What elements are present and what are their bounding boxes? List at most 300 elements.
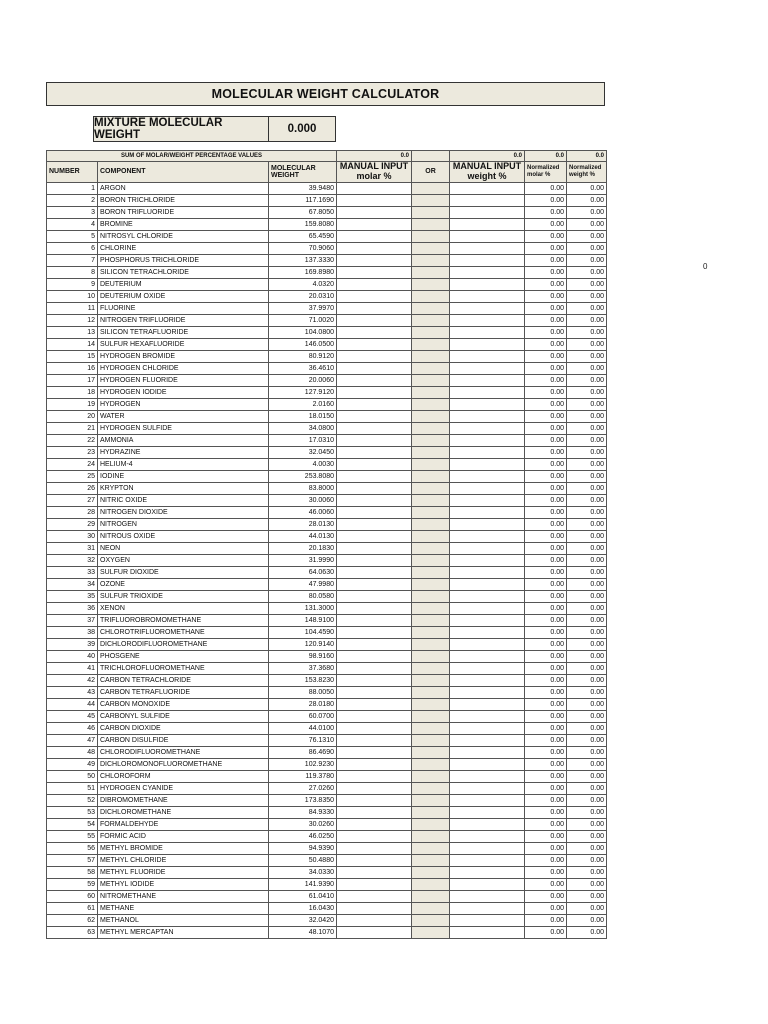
normalized-weight: 0.00 — [567, 650, 607, 662]
normalized-molar: 0.00 — [525, 314, 567, 326]
normalized-molar: 0.00 — [525, 602, 567, 614]
manual-weight-input[interactable] — [450, 470, 525, 482]
molecular-weight: 44.0100 — [269, 722, 337, 734]
manual-weight-input[interactable] — [450, 926, 525, 938]
component-name: SILICON TETRACHLORIDE — [98, 266, 269, 278]
normalized-molar: 0.00 — [525, 278, 567, 290]
component-table — [46, 150, 607, 939]
manual-weight-input[interactable] — [450, 842, 525, 854]
molecular-weight: 131.3000 — [269, 602, 337, 614]
manual-weight-input[interactable] — [450, 830, 525, 842]
manual-weight-input[interactable] — [450, 518, 525, 530]
manual-molar-input[interactable] — [337, 806, 412, 818]
table-row — [47, 326, 607, 338]
manual-weight-input[interactable] — [450, 290, 525, 302]
normalized-weight: 0.00 — [567, 410, 607, 422]
row-number: 16 — [47, 362, 98, 374]
table-row — [47, 410, 607, 422]
row-number: 20 — [47, 410, 98, 422]
or-spacer — [412, 782, 450, 794]
table-row — [47, 686, 607, 698]
row-number: 43 — [47, 686, 98, 698]
manual-molar-input[interactable] — [337, 650, 412, 662]
normalized-weight: 0.00 — [567, 398, 607, 410]
row-number: 33 — [47, 566, 98, 578]
manual-weight-input[interactable] — [450, 182, 525, 194]
manual-molar-input[interactable] — [337, 770, 412, 782]
row-number: 11 — [47, 302, 98, 314]
molecular-weight: 37.3680 — [269, 662, 337, 674]
normalized-weight: 0.00 — [567, 734, 607, 746]
manual-molar-input[interactable] — [337, 830, 412, 842]
manual-weight-input[interactable] — [450, 866, 525, 878]
manual-molar-input[interactable] — [337, 710, 412, 722]
normalized-weight: 0.00 — [567, 746, 607, 758]
manual-weight-input[interactable] — [450, 686, 525, 698]
molecular-weight: 146.0500 — [269, 338, 337, 350]
manual-weight-input[interactable] — [450, 734, 525, 746]
table-row — [47, 290, 607, 302]
manual-weight-input[interactable] — [450, 410, 525, 422]
manual-weight-input[interactable] — [450, 482, 525, 494]
component-name: HYDROGEN IODIDE — [98, 386, 269, 398]
manual-weight-input[interactable] — [450, 326, 525, 338]
manual-weight-input[interactable] — [450, 446, 525, 458]
component-name: OXYGEN — [98, 554, 269, 566]
normalized-molar: 0.00 — [525, 182, 567, 194]
molecular-weight: 17.0310 — [269, 434, 337, 446]
manual-weight-input[interactable] — [450, 422, 525, 434]
table-row — [47, 494, 607, 506]
molecular-weight: 39.9480 — [269, 182, 337, 194]
manual-molar-input[interactable] — [337, 278, 412, 290]
manual-molar-input[interactable] — [337, 518, 412, 530]
manual-molar-input[interactable] — [337, 194, 412, 206]
manual-weight-input[interactable] — [450, 314, 525, 326]
table-row — [47, 566, 607, 578]
manual-weight-input[interactable] — [450, 782, 525, 794]
molecular-weight: 27.0260 — [269, 782, 337, 794]
molecular-weight: 117.1690 — [269, 194, 337, 206]
component-name: NITROSYL CHLORIDE — [98, 230, 269, 242]
row-number: 42 — [47, 674, 98, 686]
row-number: 60 — [47, 890, 98, 902]
normalized-weight: 0.00 — [567, 878, 607, 890]
component-name: SULFUR DIOXIDE — [98, 566, 269, 578]
molecular-weight: 48.1070 — [269, 926, 337, 938]
normalized-weight: 0.00 — [567, 794, 607, 806]
norm-weight-sum: 0.0 — [567, 151, 607, 162]
component-name: CARBON TETRAFLUORIDE — [98, 686, 269, 698]
manual-molar-input[interactable] — [337, 374, 412, 386]
manual-molar-input[interactable] — [337, 542, 412, 554]
manual-weight-input[interactable] — [450, 506, 525, 518]
manual-molar-input[interactable] — [337, 530, 412, 542]
component-name: CARBON TETRACHLORIDE — [98, 674, 269, 686]
manual-weight-input[interactable] — [450, 602, 525, 614]
manual-weight-input[interactable] — [450, 818, 525, 830]
table-row — [47, 506, 607, 518]
manual-molar-input[interactable] — [337, 782, 412, 794]
or-spacer — [412, 602, 450, 614]
row-number: 55 — [47, 830, 98, 842]
manual-weight-input[interactable] — [450, 674, 525, 686]
manual-molar-input[interactable] — [337, 842, 412, 854]
or-spacer — [412, 182, 450, 194]
manual-weight-input[interactable] — [450, 242, 525, 254]
normalized-molar: 0.00 — [525, 830, 567, 842]
row-number: 59 — [47, 878, 98, 890]
normalized-molar: 0.00 — [525, 578, 567, 590]
manual-molar-input[interactable] — [337, 338, 412, 350]
header-component: COMPONENT — [98, 162, 269, 183]
normalized-molar: 0.00 — [525, 350, 567, 362]
manual-molar-input[interactable] — [337, 746, 412, 758]
manual-weight-input[interactable] — [450, 542, 525, 554]
normalized-weight: 0.00 — [567, 506, 607, 518]
manual-molar-input[interactable] — [337, 614, 412, 626]
manual-weight-input[interactable] — [450, 530, 525, 542]
header-molecular-weight — [269, 162, 337, 183]
row-number: 12 — [47, 314, 98, 326]
manual-weight-input[interactable] — [450, 794, 525, 806]
norm-molar-sum: 0.0 — [525, 151, 567, 162]
or-spacer — [412, 458, 450, 470]
or-spacer — [412, 758, 450, 770]
manual-weight-input[interactable] — [450, 302, 525, 314]
molecular-weight: 34.0800 — [269, 422, 337, 434]
manual-molar-input[interactable] — [337, 326, 412, 338]
manual-weight-input[interactable] — [450, 386, 525, 398]
component-name: DIBROMOMETHANE — [98, 794, 269, 806]
manual-weight-input[interactable] — [450, 362, 525, 374]
table-row — [47, 314, 607, 326]
manual-weight-input[interactable] — [450, 650, 525, 662]
table-row — [47, 650, 607, 662]
manual-weight-input[interactable] — [450, 554, 525, 566]
molecular-weight: 119.3780 — [269, 770, 337, 782]
manual-weight-input[interactable] — [450, 710, 525, 722]
manual-molar-input[interactable] — [337, 446, 412, 458]
or-spacer — [412, 494, 450, 506]
manual-molar-input[interactable] — [337, 302, 412, 314]
row-number: 31 — [47, 542, 98, 554]
component-name: HYDRAZINE — [98, 446, 269, 458]
component-name: METHYL IODIDE — [98, 878, 269, 890]
manual-weight-input[interactable] — [450, 590, 525, 602]
component-name: CHLOROTRIFLUOROMETHANE — [98, 626, 269, 638]
manual-weight-input[interactable] — [450, 458, 525, 470]
component-name: CARBON MONOXIDE — [98, 698, 269, 710]
manual-molar-input[interactable] — [337, 410, 412, 422]
normalized-molar: 0.00 — [525, 422, 567, 434]
table-row — [47, 194, 607, 206]
table-row — [47, 626, 607, 638]
manual-molar-input[interactable] — [337, 866, 412, 878]
component-name: TRICHLOROFLUOROMETHANE — [98, 662, 269, 674]
normalized-molar: 0.00 — [525, 338, 567, 350]
normalized-molar: 0.00 — [525, 494, 567, 506]
normalized-molar: 0.00 — [525, 290, 567, 302]
manual-molar-input[interactable] — [337, 926, 412, 938]
manual-molar-input[interactable] — [337, 914, 412, 926]
manual-weight-input[interactable] — [450, 722, 525, 734]
manual-molar-input[interactable] — [337, 470, 412, 482]
manual-weight-input[interactable] — [450, 806, 525, 818]
manual-molar-input[interactable] — [337, 638, 412, 650]
manual-molar-input[interactable] — [337, 314, 412, 326]
normalized-molar: 0.00 — [525, 254, 567, 266]
normalized-molar: 0.00 — [525, 794, 567, 806]
molecular-weight: 30.0260 — [269, 818, 337, 830]
normalized-molar: 0.00 — [525, 518, 567, 530]
mixture-mw-label: MIXTURE MOLECULAR WEIGHT — [94, 117, 269, 141]
or-spacer — [412, 830, 450, 842]
normalized-molar: 0.00 — [525, 230, 567, 242]
manual-molar-input[interactable] — [337, 566, 412, 578]
manual-molar-input[interactable] — [337, 758, 412, 770]
normalized-molar: 0.00 — [525, 446, 567, 458]
manual-molar-input[interactable] — [337, 362, 412, 374]
header-or: OR — [412, 162, 450, 183]
normalized-weight: 0.00 — [567, 350, 607, 362]
manual-molar-input[interactable] — [337, 386, 412, 398]
manual-molar-input[interactable] — [337, 674, 412, 686]
manual-molar-input[interactable] — [337, 458, 412, 470]
molecular-weight: 4.0320 — [269, 278, 337, 290]
normalized-molar: 0.00 — [525, 902, 567, 914]
or-spacer — [412, 710, 450, 722]
table-row — [47, 446, 607, 458]
manual-molar-input[interactable] — [337, 734, 412, 746]
manual-weight-input[interactable] — [450, 374, 525, 386]
normalized-weight: 0.00 — [567, 818, 607, 830]
manual-weight-input[interactable] — [450, 230, 525, 242]
table-row — [47, 578, 607, 590]
manual-weight-input[interactable] — [450, 338, 525, 350]
component-name: ARGON — [98, 182, 269, 194]
manual-weight-input[interactable] — [450, 878, 525, 890]
molecular-weight: 47.9980 — [269, 578, 337, 590]
normalized-weight: 0.00 — [567, 926, 607, 938]
manual-weight-input[interactable] — [450, 578, 525, 590]
manual-molar-input[interactable] — [337, 350, 412, 362]
normalized-molar: 0.00 — [525, 722, 567, 734]
or-spacer — [412, 506, 450, 518]
row-number: 56 — [47, 842, 98, 854]
normalized-weight: 0.00 — [567, 446, 607, 458]
or-spacer — [412, 902, 450, 914]
component-name: METHANE — [98, 902, 269, 914]
table-row — [47, 746, 607, 758]
normalized-weight: 0.00 — [567, 434, 607, 446]
manual-weight-input[interactable] — [450, 206, 525, 218]
molecular-weight: 34.0330 — [269, 866, 337, 878]
molecular-weight: 60.0700 — [269, 710, 337, 722]
sum-label: SUM OF MOLAR/WEIGHT PERCENTAGE VALUES — [47, 151, 337, 162]
manual-weight-input[interactable] — [450, 698, 525, 710]
normalized-molar: 0.00 — [525, 758, 567, 770]
component-name: BROMINE — [98, 218, 269, 230]
table-row — [47, 734, 607, 746]
component-name: HYDROGEN CYANIDE — [98, 782, 269, 794]
normalized-molar: 0.00 — [525, 362, 567, 374]
normalized-weight: 0.00 — [567, 254, 607, 266]
molecular-weight: 84.9330 — [269, 806, 337, 818]
or-spacer — [412, 698, 450, 710]
manual-molar-input[interactable] — [337, 686, 412, 698]
manual-molar-input[interactable] — [337, 494, 412, 506]
normalized-weight: 0.00 — [567, 326, 607, 338]
component-name: CHLORINE — [98, 242, 269, 254]
or-spacer — [412, 326, 450, 338]
manual-molar-input[interactable] — [337, 902, 412, 914]
row-number: 32 — [47, 554, 98, 566]
manual-weight-input[interactable] — [450, 914, 525, 926]
manual-molar-input[interactable] — [337, 434, 412, 446]
normalized-molar: 0.00 — [525, 542, 567, 554]
normalized-molar: 0.00 — [525, 782, 567, 794]
manual-weight-input[interactable] — [450, 254, 525, 266]
manual-weight-input[interactable] — [450, 902, 525, 914]
molecular-weight: 20.1830 — [269, 542, 337, 554]
normalized-weight: 0.00 — [567, 374, 607, 386]
molecular-weight: 76.1310 — [269, 734, 337, 746]
table-row — [47, 434, 607, 446]
or-spacer — [412, 818, 450, 830]
row-number: 25 — [47, 470, 98, 482]
manual-weight-input[interactable] — [450, 890, 525, 902]
manual-molar-input[interactable] — [337, 878, 412, 890]
component-name: BORON TRICHLORIDE — [98, 194, 269, 206]
manual-molar-input[interactable] — [337, 626, 412, 638]
molecular-weight: 86.4690 — [269, 746, 337, 758]
manual-molar-input[interactable] — [337, 254, 412, 266]
row-number: 41 — [47, 662, 98, 674]
molecular-weight: 148.9100 — [269, 614, 337, 626]
normalized-molar: 0.00 — [525, 566, 567, 578]
or-spacer — [412, 518, 450, 530]
normalized-molar: 0.00 — [525, 710, 567, 722]
normalized-weight: 0.00 — [567, 230, 607, 242]
normalized-molar: 0.00 — [525, 890, 567, 902]
table-row — [47, 302, 607, 314]
manual-molar-input[interactable] — [337, 554, 412, 566]
normalized-molar: 0.00 — [525, 266, 567, 278]
component-name: NITROGEN DIOXIDE — [98, 506, 269, 518]
manual-weight-input[interactable] — [450, 494, 525, 506]
molecular-weight: 173.8350 — [269, 794, 337, 806]
table-row — [47, 518, 607, 530]
or-spacer — [412, 842, 450, 854]
row-number: 23 — [47, 446, 98, 458]
manual-molar-input[interactable] — [337, 698, 412, 710]
normalized-weight: 0.00 — [567, 902, 607, 914]
manual-molar-input[interactable] — [337, 890, 412, 902]
manual-weight-input[interactable] — [450, 398, 525, 410]
manual-molar-input[interactable] — [337, 818, 412, 830]
table-row — [47, 206, 607, 218]
manual-molar-input[interactable] — [337, 722, 412, 734]
manual-weight-input[interactable] — [450, 218, 525, 230]
table-row — [47, 698, 607, 710]
manual-weight-input[interactable] — [450, 266, 525, 278]
manual-molar-input[interactable] — [337, 662, 412, 674]
manual-molar-input[interactable] — [337, 290, 412, 302]
manual-weight-input[interactable] — [450, 770, 525, 782]
manual-weight-input[interactable] — [450, 350, 525, 362]
manual-weight-input[interactable] — [450, 434, 525, 446]
manual-molar-input[interactable] — [337, 398, 412, 410]
molecular-weight: 67.8050 — [269, 206, 337, 218]
or-spacer — [412, 290, 450, 302]
row-number: 30 — [47, 530, 98, 542]
or-spacer — [412, 734, 450, 746]
manual-molar-input[interactable] — [337, 230, 412, 242]
component-name: CARBONYL SULFIDE — [98, 710, 269, 722]
manual-molar-input[interactable] — [337, 854, 412, 866]
component-name: CARBON DISULFIDE — [98, 734, 269, 746]
mixture-molecular-weight-box — [93, 116, 336, 142]
manual-molar-input[interactable] — [337, 218, 412, 230]
component-name: OZONE — [98, 578, 269, 590]
manual-weight-input[interactable] — [450, 758, 525, 770]
row-number: 35 — [47, 590, 98, 602]
normalized-weight: 0.00 — [567, 518, 607, 530]
manual-weight-input[interactable] — [450, 194, 525, 206]
manual-molar-input[interactable] — [337, 506, 412, 518]
component-name: BORON TRIFLUORIDE — [98, 206, 269, 218]
manual-molar-input[interactable] — [337, 206, 412, 218]
molecular-weight: 16.0430 — [269, 902, 337, 914]
or-spacer — [412, 266, 450, 278]
manual-molar-input[interactable] — [337, 590, 412, 602]
manual-molar-input[interactable] — [337, 266, 412, 278]
manual-molar-input[interactable] — [337, 182, 412, 194]
table-row — [47, 338, 607, 350]
normalized-weight: 0.00 — [567, 554, 607, 566]
manual-weight-input[interactable] — [450, 278, 525, 290]
manual-weight-input[interactable] — [450, 638, 525, 650]
manual-weight-input[interactable] — [450, 662, 525, 674]
row-number: 48 — [47, 746, 98, 758]
manual-molar-input[interactable] — [337, 794, 412, 806]
manual-molar-input[interactable] — [337, 578, 412, 590]
manual-weight-input[interactable] — [450, 854, 525, 866]
manual-molar-input[interactable] — [337, 422, 412, 434]
or-spacer — [412, 890, 450, 902]
table-row — [47, 818, 607, 830]
manual-weight-input[interactable] — [450, 746, 525, 758]
normalized-molar: 0.00 — [525, 302, 567, 314]
normalized-weight: 0.00 — [567, 614, 607, 626]
manual-weight-input[interactable] — [450, 614, 525, 626]
manual-molar-input[interactable] — [337, 242, 412, 254]
row-number: 54 — [47, 818, 98, 830]
manual-weight-input[interactable] — [450, 566, 525, 578]
normalized-molar: 0.00 — [525, 530, 567, 542]
manual-molar-input[interactable] — [337, 602, 412, 614]
row-number: 3 — [47, 206, 98, 218]
manual-weight-input[interactable] — [450, 626, 525, 638]
normalized-weight: 0.00 — [567, 866, 607, 878]
or-spacer — [412, 770, 450, 782]
normalized-molar: 0.00 — [525, 218, 567, 230]
component-name: FLUORINE — [98, 302, 269, 314]
table-row — [47, 794, 607, 806]
or-spacer — [412, 386, 450, 398]
manual-molar-input[interactable] — [337, 482, 412, 494]
